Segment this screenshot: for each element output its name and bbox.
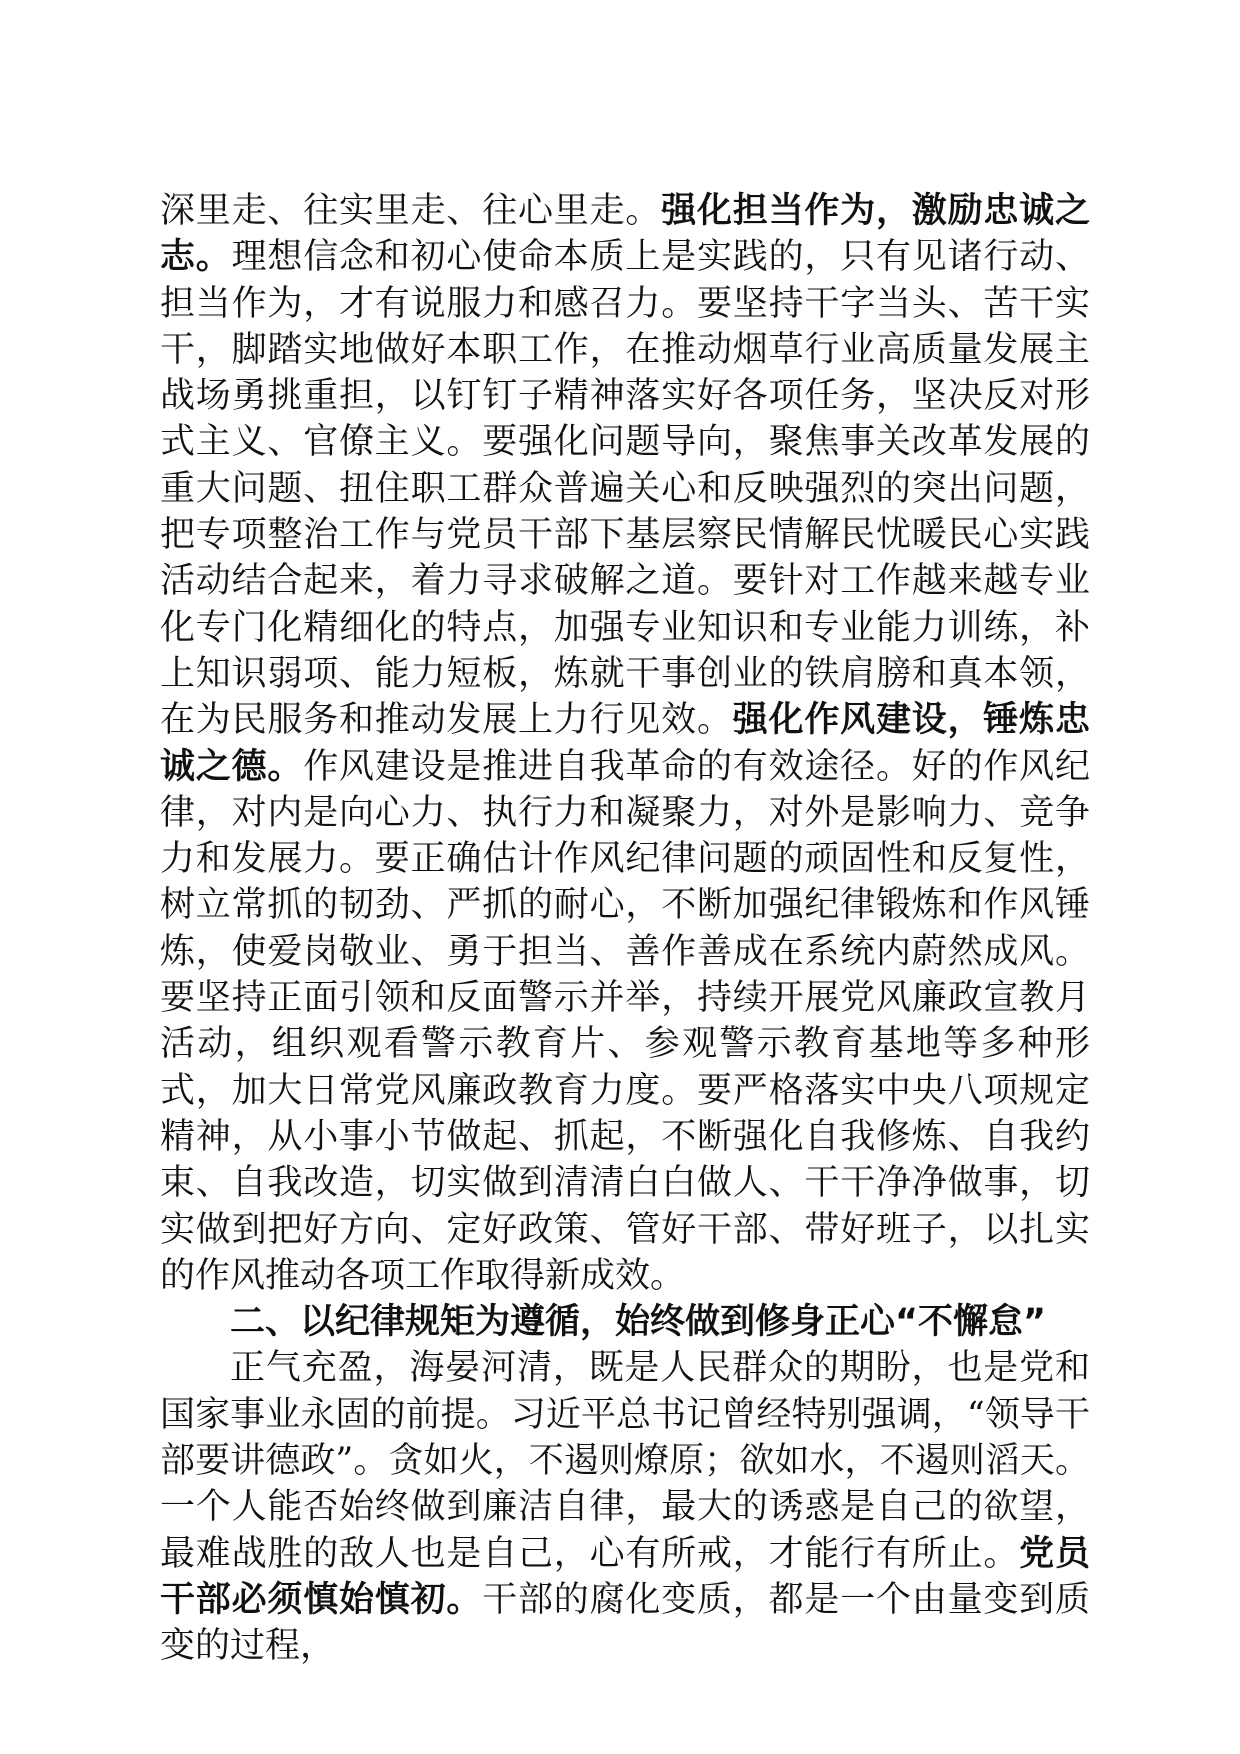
paragraph-text: 深里走、往实里走、往心里走。	[160, 191, 662, 231]
paragraph-text: 作风建设是推进自我革命的有效途径。好的作风纪律，对内是向心力、执行力和凝聚力，对外是影响力、竞争力和发展力。要正确估计作风纪律问题的顽固性和反复性，树立常抓的韧劲、严抓的耐心，不断加强纪律锻炼和作风锤炼，使爱岗敬业、勇于担当、善作善成在系统内蔚然成风。要坚持正面引领和反面警示并举，持续开展党风廉政宣教月活动，组织观看警示教育片、参观警示教育基地等多种形式，加大日常党风廉政教育力度。要严格落实中央八项规定精神，从小事小节做起、抓起，不断强化自我修炼、自我约束、自我改造，切实做到清清白白做人、干干净净做事，切实做到把好方向、定好政策、管好干部、带好班子，以扎实的作风推动各项工作取得新成效。	[160, 746, 1090, 1296]
paragraph-text: 正气充盈，海晏河清，既是人民群众的期盼，也是党和国家事业永固的前提。习近平总书记曾经特别强调，“领导干部要讲德政”。贪如火，不遏则燎原；欲如水，不遏则滔天。一个人能否始终做到廉洁自律，最大的诱惑是自己的欲望，最难战胜的敌人也是自己，心有所戒，才能行有所止。	[160, 1348, 1090, 1574]
paragraph-discipline-practice	[160, 188, 1090, 1299]
bold-lead-sentence: 强化作风建设，锤炼忠诚之德。	[160, 700, 1090, 787]
bold-lead-sentence: 强化担当作为，激励忠诚之志。	[160, 191, 1090, 278]
bold-lead-sentence: 党员干部必须慎始慎初。	[160, 1533, 1090, 1620]
paragraph-self-cultivation	[160, 1345, 1090, 1669]
paragraph-text: 理想信念和初心使命本质上是实践的，只有见诸行动、担当作为，才有说服力和感召力。要坚持干字当头、苦干实干，脚踏实地做好本职工作，在推动烟草行业高质量发展主战场勇挑重担，以钉钉子精神落实好各项任务，坚决反对形式主义、官僚主义。要强化问题导向，聚焦事关改革发展的重大问题、扭住职工群众普遍关心和反映强烈的突出问题，把专项整治工作与党员干部下基层察民情解民忧暖民心实践活动结合起来，着力寻求破解之道。要针对工作越来越专业化专门化精细化的特点，加强专业知识和专业能力训练，补上知识弱项、能力短板，炼就干事创业的铁肩膀和真本领，在为民服务和推动发展上力行见效。	[160, 237, 1090, 741]
paragraph-text: 干部的腐化变质，都是一个由量变到质变的过程，	[160, 1579, 1090, 1667]
section-heading: 二、以纪律规矩为遵循，始终做到修身正心“不懈怠”	[230, 1302, 1047, 1343]
